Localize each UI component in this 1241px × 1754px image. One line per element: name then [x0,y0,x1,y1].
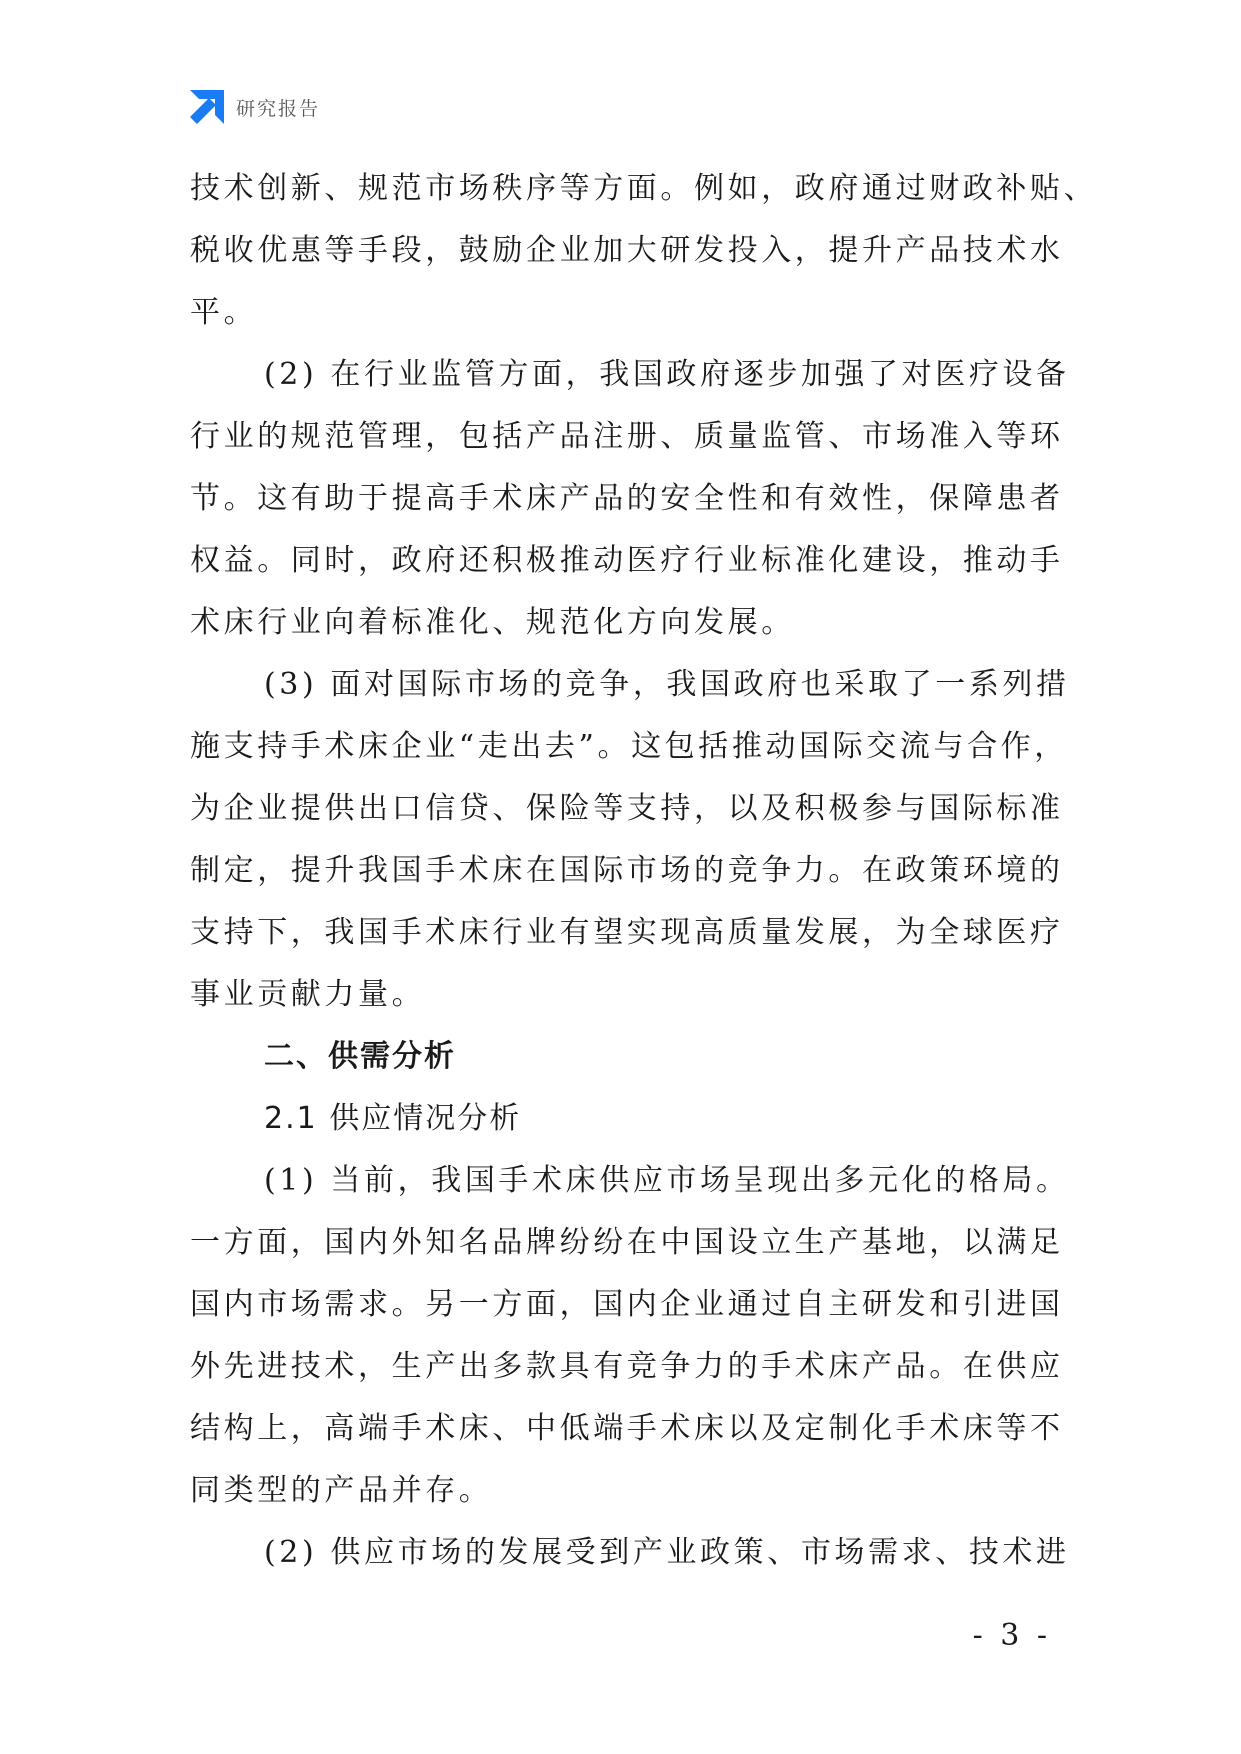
text-line: (1) 当前，我国手术床供应市场呈现出多元化的格局。 [264,1163,1070,1198]
text-line: (3) 面对国际市场的竞争，我国政府也采取了一系列措 [264,667,1070,702]
text-line: 事业贡献力量。 [190,977,426,1012]
text-line: 结构上，高端手术床、中低端手术床以及定制化手术床等不 [190,1411,1064,1446]
paragraph-international-competition [190,654,1070,1026]
text-line: (2) 在行业监管方面，我国政府逐步加强了对医疗设备 [264,357,1070,392]
document-body [190,158,1098,1584]
text-line: 税收优惠等手段，鼓励企业加大研发投入，提升产品技术水 [190,233,1064,268]
text-line: 平。 [190,295,258,330]
section-heading: 二、供需分析 [264,1039,456,1074]
paragraph-supply-factors [190,1522,1070,1584]
text-line: 一方面，国内外知名品牌纷纷在中国设立生产基地，以满足 [190,1225,1064,1260]
text-line: 外先进技术，生产出多款具有竞争力的手术床产品。在供应 [190,1349,1064,1384]
text-line: 施支持手术床企业“走出去”。这包括推动国际交流与合作， [190,729,1068,764]
paragraph-industry-regulation [190,344,1070,654]
paragraph-policy-continued [190,158,1098,344]
text-line: 权益。同时，政府还积极推动医疗行业标准化建设，推动手 [190,543,1064,578]
text-line: 技术创新、规范市场秩序等方面。例如，政府通过财政补贴、 [190,171,1098,206]
page-number: - 3 - [972,1618,1051,1653]
brand-logo-icon [190,90,224,124]
subsection-heading: 2.1 供应情况分析 [264,1101,522,1136]
logo-arrow-stroke [190,98,216,124]
text-line: 节。这有助于提高手术床产品的安全性和有效性，保障患者 [190,481,1064,516]
text-line: 为企业提供出口信贷、保险等支持，以及积极参与国际标准 [190,791,1064,826]
text-line: (2) 供应市场的发展受到产业政策、市场需求、技术进 [264,1535,1070,1570]
page-header [190,90,320,124]
text-line: 支持下，我国手术床行业有望实现高质量发展，为全球医疗 [190,915,1064,950]
text-line: 同类型的产品并存。 [190,1473,493,1508]
text-line: 术床行业向着标准化、规范化方向发展。 [190,605,795,640]
paragraph-supply-landscape [190,1150,1070,1522]
text-line: 国内市场需求。另一方面，国内企业通过自主研发和引进国 [190,1287,1064,1322]
text-line: 制定，提升我国手术床在国际市场的竞争力。在政策环境的 [190,853,1064,888]
text-line: 行业的规范管理，包括产品注册、质量监管、市场准入等环 [190,419,1064,454]
header-label: 研究报告 [236,97,321,120]
